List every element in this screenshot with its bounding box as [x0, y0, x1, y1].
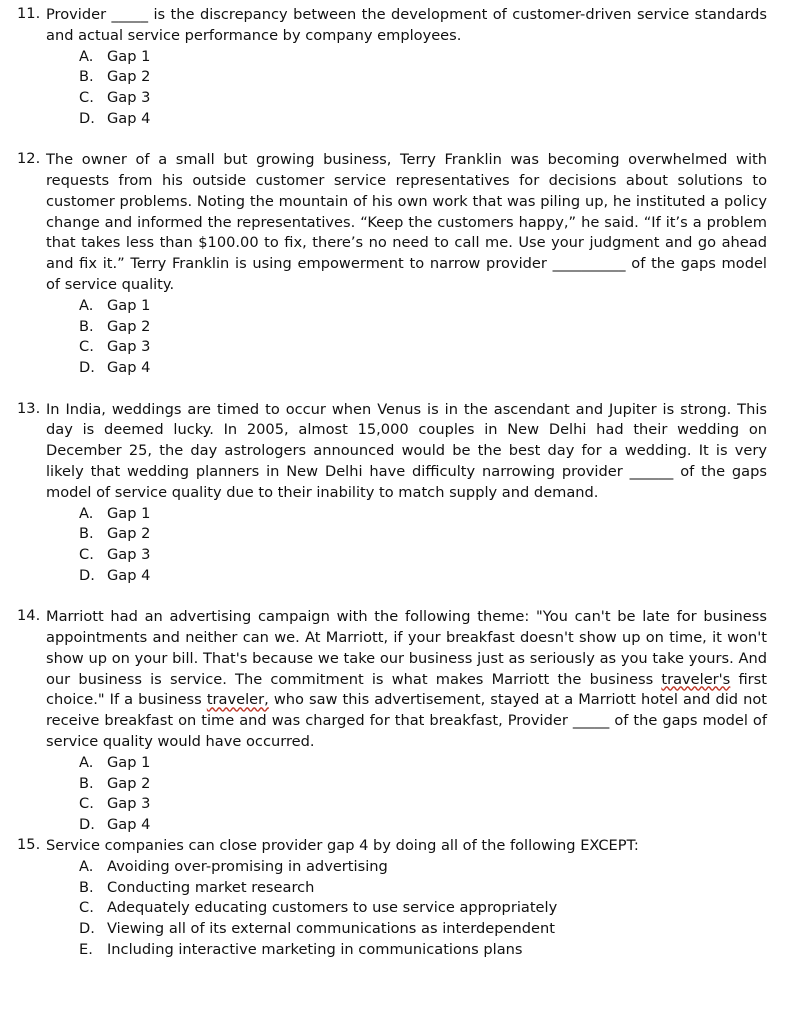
option-letter: D.: [79, 816, 95, 834]
answer-options: [46, 47, 767, 130]
question-text-part: who saw this advertisement, stayed at a Marriott hotel and did not receive breakfast on time and was charged for that breakfast, Provider _____ of the gaps model of service quality would have occurred.: [46, 691, 767, 750]
option-text: Gap 4: [107, 816, 151, 834]
question-text: Service companies can close provider gap 4 by doing all of the following EXCEPT:: [46, 836, 639, 854]
option-text: Including interactive marketing in communications plans: [107, 940, 523, 958]
question-14: [17, 607, 767, 836]
answer-options: [46, 296, 767, 379]
option-b: [79, 317, 767, 338]
option-text: Gap 1: [107, 504, 151, 522]
question-number: 13.: [17, 399, 41, 417]
option-letter: D.: [79, 109, 95, 127]
question-12: [17, 150, 767, 379]
option-letter: C.: [79, 338, 94, 356]
option-letter: A.: [79, 296, 94, 314]
option-text: Gap 2: [107, 774, 151, 792]
option-text: Gap 2: [107, 68, 151, 86]
option-text: Gap 1: [107, 296, 151, 314]
option-c: [79, 337, 767, 358]
option-text: Gap 4: [107, 109, 151, 127]
option-letter: B.: [79, 774, 94, 792]
option-b: [79, 878, 767, 899]
option-d: [79, 919, 767, 940]
option-letter: C.: [79, 795, 94, 813]
answer-options: [46, 504, 767, 587]
option-b: [79, 524, 767, 545]
question-13: [17, 400, 767, 587]
option-text: Gap 3: [107, 795, 151, 813]
option-text: Gap 3: [107, 338, 151, 356]
option-text: Gap 3: [107, 89, 151, 107]
question-text-part: first choice." If a business: [46, 670, 767, 709]
spellcheck-word: traveler,: [206, 691, 269, 709]
question-text: The owner of a small but growing business, Terry Franklin was becoming overwhelmed with requests from his outside customer service representatives for decisions about solutions to customer problems. Noting the mountain of his own work that was piling up, he instituted a policy change and informed the representatives. “Keep the customers happy,” he said. “If it’s a problem that takes less than $100.00 to fix, there’s no need to call me. Use your judgment and go ahead and fix it.” Terry Franklin is using empowerment to narrow provider __________ of the gaps model of service quality.: [46, 151, 767, 294]
question-number: 15.: [17, 835, 41, 853]
option-text: Viewing all of its external communications as interdependent: [107, 920, 555, 938]
option-d: [79, 566, 767, 587]
answer-options: [46, 753, 767, 836]
option-d: [79, 815, 767, 836]
option-text: Gap 1: [107, 47, 151, 65]
option-letter: A.: [79, 504, 94, 522]
option-letter: D.: [79, 566, 95, 584]
option-d: [79, 358, 767, 379]
option-letter: D.: [79, 359, 95, 377]
question-text: [46, 607, 767, 753]
option-text: Gap 4: [107, 359, 151, 377]
answer-options: [46, 857, 767, 961]
option-text: Conducting market research: [107, 878, 315, 896]
option-e: [79, 940, 767, 961]
option-letter: C.: [79, 89, 94, 107]
question-number: 14.: [17, 607, 41, 625]
option-letter: D.: [79, 920, 95, 938]
option-text: Gap 1: [107, 753, 151, 771]
question-11: [17, 5, 767, 130]
option-letter: C.: [79, 546, 94, 564]
question-text-part: Marriott had an advertising campaign with the following theme: "You can't be late for business appointments and neither can we. At Marriott, if your breakfast doesn't show up on time, it won't show up on your bill. That's because we take our business just as seriously as you take yours. And our business is service. The commitment is what makes Marriott the business: [46, 608, 767, 688]
option-c: [79, 545, 767, 566]
option-b: [79, 774, 767, 795]
option-letter: B.: [79, 317, 94, 335]
option-a: [79, 296, 767, 317]
option-letter: A.: [79, 47, 94, 65]
question-number: 11.: [17, 5, 41, 22]
option-letter: B.: [79, 878, 94, 896]
option-c: [79, 898, 767, 919]
option-letter: C.: [79, 899, 94, 917]
option-text: Gap 2: [107, 525, 151, 543]
option-text: Gap 3: [107, 546, 151, 564]
option-d: [79, 109, 767, 130]
option-text: Avoiding over-promising in advertising: [107, 857, 388, 875]
spellcheck-word: traveler's: [661, 670, 731, 688]
option-letter: B.: [79, 525, 94, 543]
option-text: Adequately educating customers to use service appropriately: [107, 899, 558, 917]
option-letter: E.: [79, 940, 93, 958]
question-number: 12.: [17, 150, 41, 168]
option-a: [79, 753, 767, 774]
option-a: [79, 857, 767, 878]
option-letter: A.: [79, 753, 94, 771]
option-a: [79, 504, 767, 525]
question-text: Provider _____ is the discrepancy between the development of customer-driven service standards and actual service performance by company employees.: [46, 6, 767, 44]
option-c: [79, 88, 767, 109]
option-b: [79, 67, 767, 88]
option-a: [79, 47, 767, 68]
option-c: [79, 794, 767, 815]
option-letter: A.: [79, 857, 94, 875]
option-letter: B.: [79, 68, 94, 86]
question-text: In India, weddings are timed to occur when Venus is in the ascendant and Jupiter is strong. This day is deemed lucky. In 2005, almost 15,000 couples in New Delhi had their wedding on December 25, the day astrologers announced would be the best day for a wedding. It is very likely that wedding planners in New Delhi have difficulty narrowing provider ______ of the gaps model of service quality due to their inability to match supply and demand.: [46, 400, 767, 501]
option-text: Gap 4: [107, 566, 151, 584]
option-text: Gap 2: [107, 317, 151, 335]
question-15: [17, 836, 767, 961]
